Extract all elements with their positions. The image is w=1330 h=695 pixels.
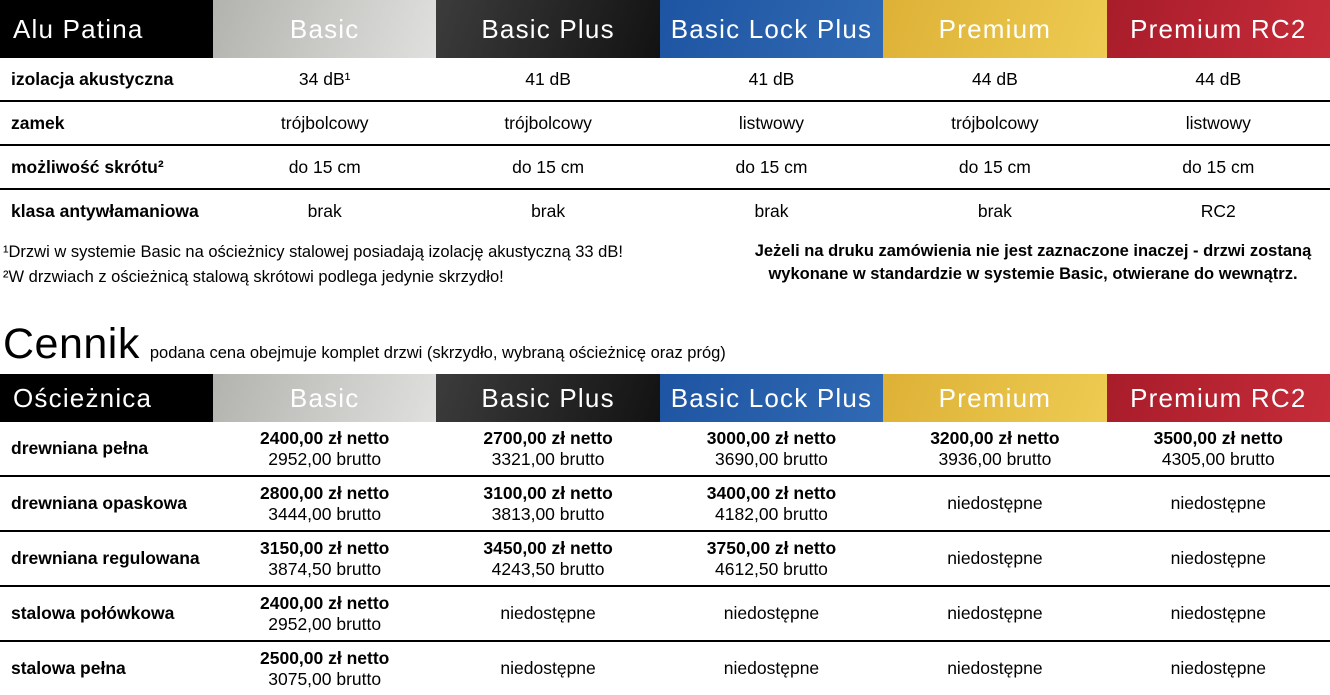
spec-table-header	[0, 0, 1330, 58]
price-cell	[883, 658, 1106, 679]
price-table	[0, 374, 1330, 695]
spec-value: trójbolcowy	[280, 112, 369, 133]
price-cell	[436, 658, 659, 679]
spec-value: listwowy	[1185, 112, 1251, 133]
price-unavailable: niedostępne	[723, 658, 820, 678]
price-row-steel-full	[0, 640, 1330, 695]
price-cell	[213, 648, 436, 690]
spec-row-label: klasa antywłamaniowa	[11, 200, 199, 221]
price-brutto: 4305,00 brutto	[1161, 448, 1275, 469]
price-cell	[660, 603, 883, 624]
spec-row-burglary-class	[0, 188, 1330, 232]
price-brutto: 3444,00 brutto	[268, 503, 382, 524]
pricing-subtitle: podana cena obejmuje komplet drzwi (skrzydło, wybraną ościeżnicę oraz próg)	[149, 344, 726, 362]
price-unavailable: niedostępne	[1170, 603, 1266, 623]
order-default-note: Jeżeli na druku zamówienia nie jest zaznaczone inaczej - drzwi zostaną wykonane w standardzie w systemie Basic, otwierane do wewnątrz.	[754, 242, 1312, 283]
spec-value: 44 dB	[972, 68, 1018, 89]
spec-row-acoustic-insulation	[0, 58, 1330, 100]
spec-row-label: izolacja akustyczna	[11, 68, 174, 89]
column-header-premium: Premium	[883, 0, 1106, 58]
price-netto: 2500,00 zł netto	[260, 647, 390, 668]
spec-value: trójbolcowy	[504, 112, 592, 133]
spec-value: 41 dB	[748, 68, 795, 89]
price-row-label: drewniana opaskowa	[11, 493, 188, 513]
column-header-basic: Basic	[213, 0, 436, 58]
spec-row-label: możliwość skrótu²	[11, 156, 164, 177]
price-row-label: drewniana regulowana	[11, 548, 200, 568]
price-cell	[436, 428, 659, 470]
price-unavailable: niedostępne	[723, 603, 820, 623]
price-cell	[213, 593, 436, 635]
spec-value: 44 dB	[1195, 68, 1242, 89]
price-table-header	[0, 374, 1330, 422]
price-brutto: 3874,50 brutto	[268, 558, 382, 579]
spec-table-corner-label: Alu Patina	[0, 0, 213, 58]
column-header-basic-lock-plus: Basic Lock Plus	[660, 0, 883, 58]
spec-value: do 15 cm	[1182, 156, 1255, 177]
price-netto: 3450,00 zł netto	[483, 537, 613, 558]
price-unavailable: niedostępne	[500, 658, 596, 678]
price-unavailable: niedostępne	[947, 658, 1043, 678]
price-cell	[883, 603, 1106, 624]
price-netto: 3000,00 zł netto	[706, 427, 837, 448]
spec-value: brak	[531, 200, 566, 221]
price-brutto: 4612,50 brutto	[715, 558, 828, 579]
price-netto: 3200,00 zł netto	[930, 427, 1060, 448]
price-brutto: 3936,00 brutto	[938, 448, 1052, 469]
price-cell	[660, 658, 883, 679]
price-cell	[883, 548, 1106, 569]
price-cell	[436, 538, 659, 580]
pricing-heading	[0, 320, 1330, 368]
price-unavailable: niedostępne	[1170, 493, 1266, 513]
price-netto: 2800,00 zł netto	[260, 482, 390, 503]
price-netto: 3100,00 zł netto	[483, 482, 613, 503]
spec-value: do 15 cm	[288, 156, 361, 177]
price-unavailable: niedostępne	[1170, 548, 1266, 568]
spec-value: listwowy	[738, 112, 805, 133]
column-header-premium-rc2: Premium RC2	[1107, 374, 1330, 422]
pricing-title: Cennik	[3, 320, 140, 368]
price-brutto: 3075,00 brutto	[268, 668, 382, 689]
footnotes-left	[0, 240, 623, 290]
price-cell	[213, 538, 436, 580]
price-brutto: 2952,00 brutto	[268, 448, 382, 469]
spec-value: 34 dB¹	[298, 68, 351, 89]
column-header-basic-lock-plus: Basic Lock Plus	[660, 374, 883, 422]
price-netto: 2400,00 zł netto	[260, 592, 390, 613]
price-brutto: 4182,00 brutto	[715, 503, 828, 524]
spec-value: RC2	[1200, 200, 1236, 221]
price-unavailable: niedostępne	[947, 548, 1043, 568]
price-netto: 3150,00 zł netto	[260, 537, 390, 558]
price-brutto: 4243,50 brutto	[491, 558, 605, 579]
spec-value: trójbolcowy	[951, 112, 1039, 133]
price-unavailable: niedostępne	[947, 603, 1043, 623]
spec-value: brak	[307, 200, 342, 221]
price-row-wood-full	[0, 422, 1330, 475]
footnote-acoustic: ¹Drzwi w systemie Basic na ościeżnicy stalowej posiadają izolację akustyczną 33 dB!	[3, 243, 623, 261]
price-brutto: 3813,00 brutto	[491, 503, 605, 524]
spec-value: do 15 cm	[958, 156, 1031, 177]
spec-value: brak	[754, 200, 789, 221]
price-cell	[436, 603, 659, 624]
price-brutto: 3321,00 brutto	[491, 448, 605, 469]
price-cell	[1107, 548, 1330, 569]
column-header-premium-rc2: Premium RC2	[1107, 0, 1330, 58]
price-cell	[883, 493, 1106, 514]
price-cell	[660, 483, 883, 525]
price-netto: 3500,00 zł netto	[1153, 427, 1283, 448]
spec-row-lock	[0, 100, 1330, 144]
spec-value: do 15 cm	[735, 156, 808, 177]
price-row-wood-adjustable	[0, 530, 1330, 585]
column-header-basic-plus: Basic Plus	[436, 374, 659, 422]
price-unavailable: niedostępne	[500, 603, 596, 623]
price-cell	[436, 483, 659, 525]
price-cell	[660, 428, 883, 470]
price-row-label: drewniana pełna	[11, 438, 149, 458]
price-unavailable: niedostępne	[947, 493, 1043, 513]
price-cell	[1107, 428, 1330, 470]
price-brutto: 3690,00 brutto	[715, 448, 828, 469]
footnotes	[0, 240, 1330, 290]
price-table-corner-label: Ościeżnica	[0, 374, 213, 422]
price-netto: 2400,00 zł netto	[260, 427, 390, 448]
price-cell	[1107, 603, 1330, 624]
price-netto: 3750,00 zł netto	[706, 537, 837, 558]
price-cell	[883, 428, 1106, 470]
spec-value: do 15 cm	[512, 156, 585, 177]
spec-value: brak	[977, 200, 1012, 221]
spec-row-label: zamek	[11, 112, 65, 133]
price-cell	[660, 538, 883, 580]
price-cell	[1107, 658, 1330, 679]
column-header-premium: Premium	[883, 374, 1106, 422]
price-row-steel-half	[0, 585, 1330, 640]
price-netto: 3400,00 zł netto	[706, 482, 837, 503]
spec-table	[0, 0, 1330, 232]
price-row-label: stalowa pełna	[11, 658, 126, 678]
column-header-basic: Basic	[213, 374, 436, 422]
spec-value: 41 dB	[525, 68, 571, 89]
column-header-basic-plus: Basic Plus	[436, 0, 659, 58]
footnote-shortening: ²W drzwiach z ościeżnicą stalową skrótowi podlega jedynie skrzydło!	[3, 268, 504, 286]
price-netto: 2700,00 zł netto	[483, 427, 613, 448]
price-row-label: stalowa połówkowa	[11, 603, 175, 623]
price-row-wood-trim	[0, 475, 1330, 530]
price-cell	[1107, 493, 1330, 514]
price-cell	[213, 483, 436, 525]
price-brutto: 2952,00 brutto	[268, 613, 382, 634]
price-cell	[213, 428, 436, 470]
spec-row-shortening	[0, 144, 1330, 188]
price-unavailable: niedostępne	[1170, 658, 1266, 678]
